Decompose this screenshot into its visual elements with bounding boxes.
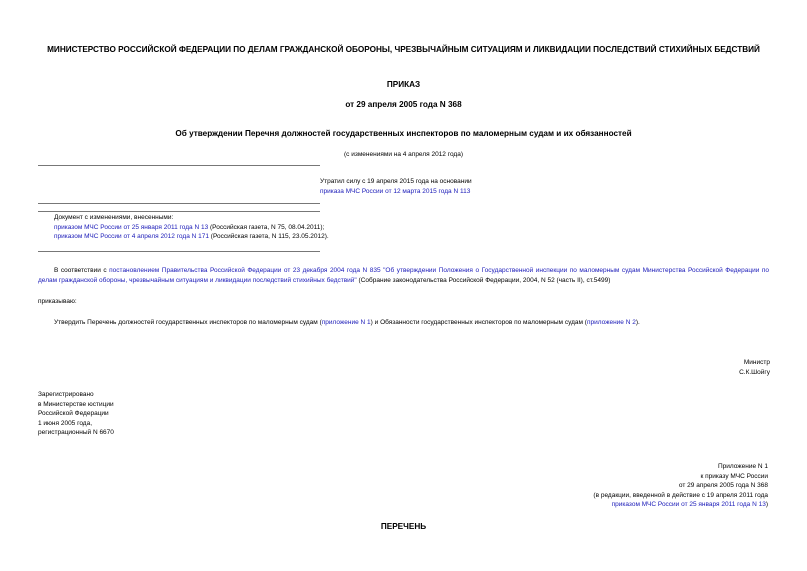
changes-link-1[interactable]: приказом МЧС России от 25 января 2011 года N 13 [54,223,209,231]
order-word: приказываю: [38,298,77,305]
annex-edition-link[interactable]: приказом МЧС России от 25 января 2011 года N 13 [611,501,766,508]
registration-line: в Министерстве юстиции [38,400,114,408]
divider [38,251,320,252]
preamble-end: (Собрание законодательства Российской Федерации, 2004, N 52 (часть II), ст.5499) [356,276,611,284]
preamble-paragraph [38,266,769,285]
registration-line: Зарегистрировано [38,391,94,398]
registration-line: 1 июня 2005 года, [38,419,93,427]
approve-text-1: Утвердить Перечень должностей государственных инспекторов по маломерным судам ( [54,319,322,326]
annex-link-end: ) [765,501,768,508]
changes-intro: Документ с изменениями, внесенными: [54,214,174,221]
list-title: ПЕРЕЧЕНЬ [380,522,427,531]
changes-item-source: (Российская газета, N 75, 08.04.2011); [208,223,325,231]
divider [38,211,320,212]
annex-1-link[interactable]: приложение N 1 [321,319,371,326]
annex-line [593,500,768,510]
annex-2-link[interactable]: приложение N 2 [586,319,636,326]
divider [38,203,320,204]
registration-block [38,390,114,438]
signature-name: С.К.Шойгу [739,368,770,376]
annex-line: к приказу МЧС России [700,472,768,480]
lost-force-note [320,177,620,196]
signature-title: Министр [743,359,770,366]
annex-line: (в редакции, введенной в действие с 19 апреля 2011 года [593,491,768,499]
changes-item-source: (Российская газета, N 115, 23.05.2012). [208,233,329,240]
annex-block [593,462,768,510]
registration-line: регистрационный N 6670 [38,429,114,436]
lost-force-text: Утратил силу с 19 апреля 2015 года на основании [320,178,472,185]
changes-note: (с изменениями на 4 апреля 2012 года) [343,151,463,158]
order-date: от 29 апреля 2005 года N 368 [345,100,462,109]
doc-type-heading: ПРИКАЗ [386,80,421,89]
approve-text-3: ). [635,319,640,326]
preamble-start: В соответствии с [54,267,110,274]
annex-line: Приложение N 1 [717,463,768,470]
lost-force-link[interactable]: приказа МЧС России от 12 марта 2015 года N 113 [320,187,471,195]
approve-text-2: ) и Обязанности государственных инспекторов по маломерным судам ( [370,319,587,326]
changes-item [54,223,384,233]
changes-item [54,232,384,242]
changes-box [54,213,384,242]
annex-line: от 29 апреля 2005 года N 368 [678,482,768,489]
changes-link-2[interactable]: приказом МЧС России от 4 апреля 2012 года N 171 [54,233,209,240]
signature-block [739,358,770,377]
registration-line: Российской Федерации [38,410,109,417]
divider [38,165,320,166]
approve-paragraph [54,318,774,328]
preamble-link[interactable]: постановлением Правительства Российской Федерации от 23 декабря 2004 года N 835 "Об утверждении Положения о Государственной инспекции по маломерным судам Министерства Российской Федерации по делам гражданской обороны, чрезвычайным ситуациям и ликвидации последствий стихийных бедствий" [38,267,770,284]
order-subject: Об утверждении Перечня должностей государственных инспекторов по маломерным судам и их обязанностей [175,129,632,138]
ministry-heading: МИНИСТЕРСТВО РОССИЙСКОЙ ФЕДЕРАЦИИ ПО ДЕЛАМ ГРАЖДАНСКОЙ ОБОРОНЫ, ЧРЕЗВЫЧАЙНЫМ СИТУАЦИЯМ И ЛИКВИДАЦИИ ПОСЛЕДСТВИЙ СТИХИЙНЫХ БЕДСТВИЙ [47,45,760,54]
